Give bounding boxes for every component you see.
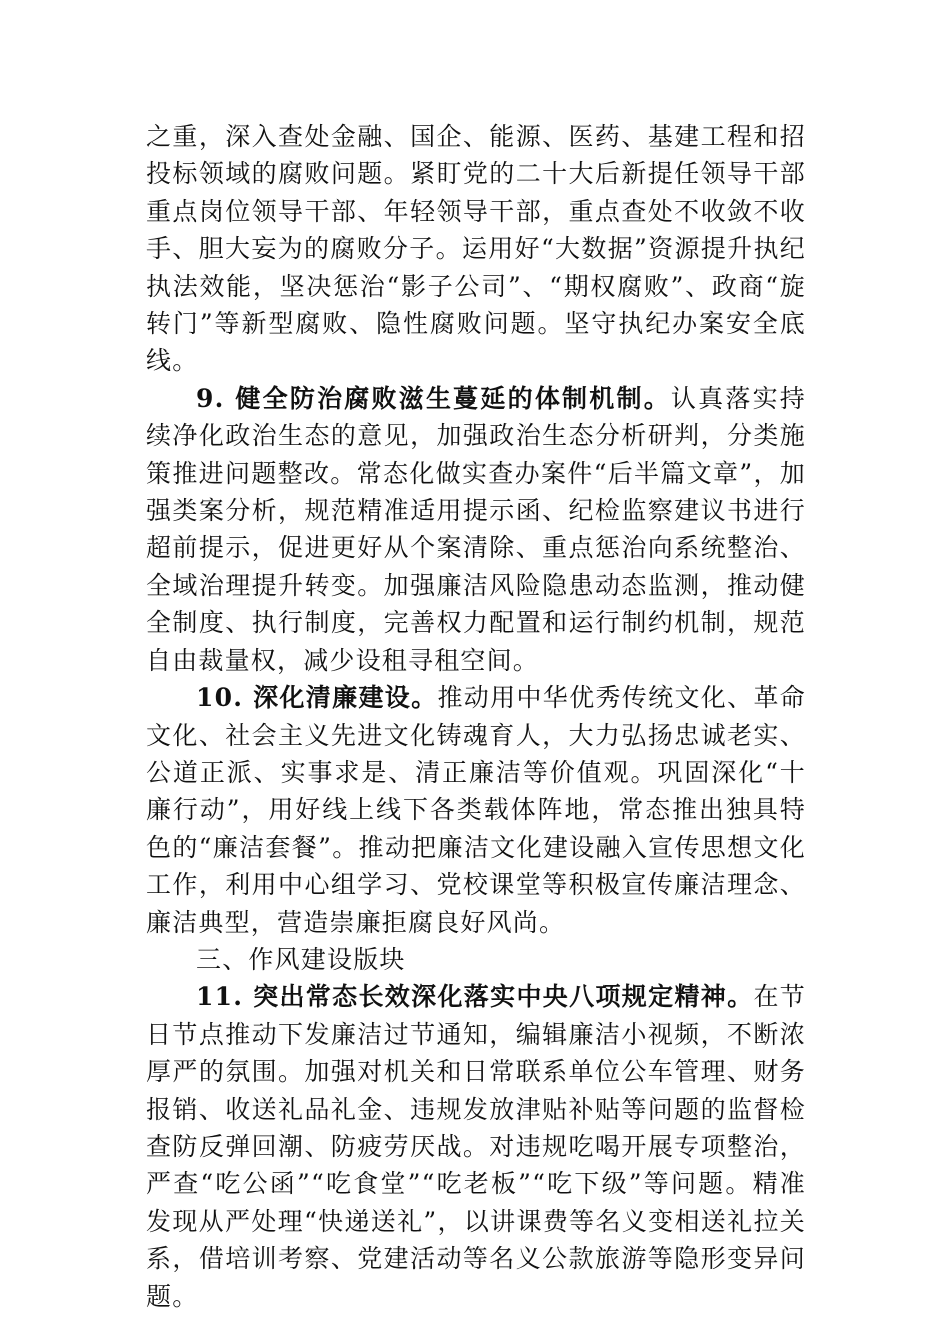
item-11-heading: 11. 突出常态长效深化落实中央八项规定精神。: [196, 982, 754, 1012]
item-10-heading: 10. 深化清廉建设。: [196, 683, 438, 713]
continuation-paragraph: 之重，深入查处金融、国企、能源、医药、基建工程和招投标领域的腐败问题。紧盯党的二十大后新提任领导干部重点岗位领导干部、年轻领导干部，重点查处不收敛不收手、胆大妄为的腐败分子。运用好“大数据”资源提升执纪执法效能，坚决惩治“影子公司”、“期权腐败”、政商“旋转门”等新型腐败、隐性腐败问题。坚守执纪办案安全底线。: [146, 122, 806, 376]
item-10-paragraph: [146, 679, 806, 941]
item-11-paragraph: [146, 978, 806, 1315]
item-9-paragraph: [146, 380, 806, 679]
item-11-body: 在节日节点推动下发廉洁过节通知，编辑廉洁小视频，不断浓厚严的氛围。加强对机关和日常联系单位公车管理、财务报销、收送礼品礼金、违规发放津贴补贴等问题的监督检查防反弹回潮、防疲劳厌战。对违规吃喝开展专项整治，严查“吃公函”“吃食堂”“吃老板”“吃下级”等问题。精准发现从严处理“快递送礼”，以讲课费等名义变相送礼拉关系，借培训考察、党建活动等名义公款旅游等隐形变异问题。: [146, 982, 806, 1311]
item-9-body: 认真落实持续净化政治生态的意见，加强政治生态分析研判，分类施策推进问题整改。常态化做实查办案件“后半篇文章”，加强类案分析，规范精准适用提示函、纪检监察建议书进行超前提示，促进更好从个案清除、重点惩治向系统整治、全域治理提升转变。加强廉洁风险隐患动态监测，推动健全制度、执行制度，完善权力配置和运行制约机制，规范自由裁量权，减少设租寻租空间。: [146, 383, 806, 675]
item-9-heading: 9. 健全防治腐败滋生蔓延的体制机制。: [196, 383, 671, 413]
document-page: [146, 118, 806, 1315]
section-3-title: 三、作风建设版块: [196, 944, 406, 974]
item-10-body: 推动用中华优秀传统文化、革命文化、社会主义先进文化铸魂育人，大力弘扬忠诚老实、公道正派、实事求是、清正廉洁等价值观。巩固深化“十廉行动”，用好线上线下各类载体阵地，常态推出独具特色的“廉洁套餐”。推动把廉洁文化建设融入宣传思想文化工作，利用中心组学习、党校课堂等积极宣传廉洁理念、廉洁典型，营造崇廉拒腐良好风尚。: [146, 683, 806, 937]
